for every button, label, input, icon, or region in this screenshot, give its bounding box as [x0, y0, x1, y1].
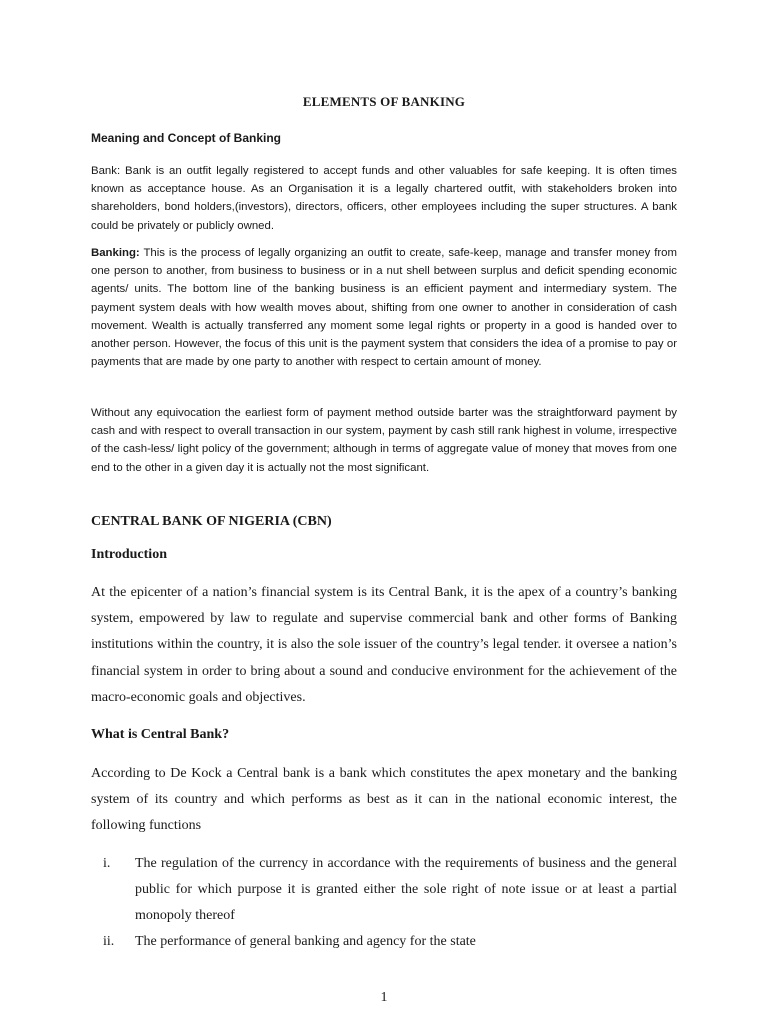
- section-heading-what-is-central-bank: What is Central Bank?: [91, 727, 230, 742]
- paragraph-equivocation: Without any equivocation the earliest form of payment method outside barter was the straightforward payment by cash and with respect to overall transaction in our system, payment by cash still rank highest in volume, irrespective of the cash-less/ light policy of the government; although in terms of aggregate value of money that moves from one end to the other in a given day it is actually not the most significant.: [91, 407, 677, 474]
- list-item-number: ii.: [103, 934, 115, 949]
- paragraph-banking-definition: [91, 244, 677, 371]
- banking-text: This is the process of legally organizing an outfit to create, safe-keep, manage and transfer money from one person to another, from business to business or in a nut shell between surplus and deficit spending economic agents/ units. The bottom line of the banking business is an efficient payment and intermediary system. The payment system deals with how wealth moves about, shifting from one owner to another in consideration of cash movement. Wealth is actually transferred any moment some legal rights or property in a good is handed over to another person. However, the focus of this unit is the payment system that considers the idea of a promise to pay or payments that are made by one party to another with respect to certain amount of money.: [91, 247, 677, 369]
- banking-label: Banking:: [91, 247, 140, 259]
- paragraph-introduction: At the epicenter of a nation’s financial system is its Central Bank, it is the apex of a country’s banking system, empowered by law to regulate and supervise commercial bank and other forms of Banking institutions within the country, it is also the sole issuer of the country’s legal tender. it oversee a nation’s financial system in order to bring about a sound and conducive environment for the achievement of the macro-economic goals and objectives.: [91, 585, 677, 705]
- list-item-text: The regulation of the currency in accordance with the requirements of business and the general public for which purpose it is granted either the sole right of note issue or at least a partial monopoly thereof: [135, 856, 677, 923]
- list-item: [91, 851, 677, 929]
- list-item: [91, 929, 677, 955]
- list-item-text: The performance of general banking and agency for the state: [135, 934, 476, 949]
- section-heading-cbn: CENTRAL BANK OF NIGERIA (CBN): [91, 514, 332, 529]
- paragraph-de-kock: According to De Kock a Central bank is a bank which constitutes the apex monetary and the banking system of its country and which performs as best as it can in the national economic interest, the following functions: [91, 766, 677, 834]
- page-title: ELEMENTS OF BANKING: [302, 94, 466, 109]
- page-number: 1: [380, 990, 388, 1005]
- paragraph-bank-definition: Bank: Bank is an outfit legally registered to accept funds and other valuables for safe keeping. It is often times known as acceptance house. As an Organisation it is a legally chartered outfit, with stakeholders broken into shareholders, bond holders,(investors), directors, officers, other employees including the super structures. A bank could be privately or publicly owned.: [91, 165, 677, 232]
- list-item-number: i.: [103, 856, 111, 871]
- section-heading-introduction: Introduction: [91, 547, 167, 562]
- functions-list: [91, 851, 677, 955]
- section-heading-meaning: Meaning and Concept of Banking: [91, 131, 282, 145]
